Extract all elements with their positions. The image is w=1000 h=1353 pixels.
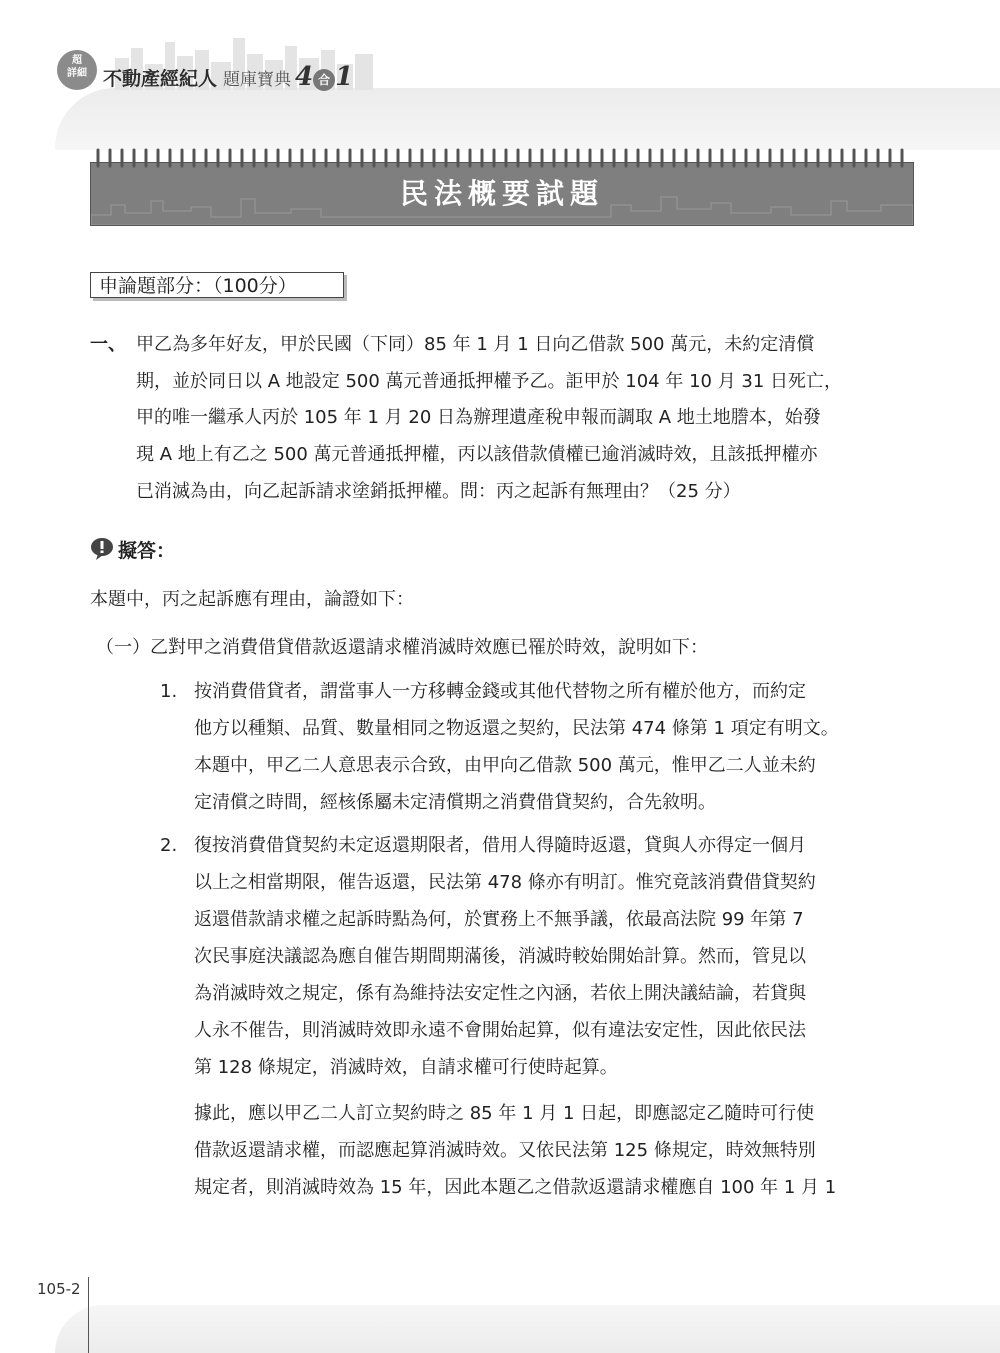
para3-line: 規定者，則消滅時效為 15 年，因此本題乙之借款返還請求權應自 100 年 1 月 1 [194, 1177, 837, 1198]
book-subtitle: 題庫寶典 [223, 70, 292, 90]
question-line: 已消滅為由，向乙起訴請求塗銷抵押權。問：丙之起訴有無理由？（25 分） [136, 481, 741, 502]
question-marker: 一、 [90, 334, 126, 355]
question-line: 甲的唯一繼承人丙於 105 年 1 月 20 日為辦理遺產稅申報而調取 A 地土地謄本，始發 [136, 407, 821, 428]
page-divider [88, 1277, 89, 1353]
answer-label: 擬答： [118, 540, 176, 562]
question-line: 甲乙為多年好友，甲於民國（下同）85 年 1 月 1 日向乙借款 500 萬元，未約定清償 [136, 334, 815, 355]
item2-line: 第 128 條規定，消滅時效，自請求權可行使時起算。 [194, 1057, 618, 1078]
chapter-banner [90, 162, 914, 226]
item2-line: 為消滅時效之規定，係有為維持法安定性之內涵，若依上開決議結論，若貸與 [194, 983, 806, 1004]
exclamation-bubble-icon [90, 537, 114, 561]
page-number: 105-2 [37, 1280, 81, 1298]
book-title-he: 合 [313, 69, 335, 91]
question-line: 現 A 地上有乙之 500 萬元普通抵押權，丙以該借款債權已逾消滅時效，且該抵押權亦 [136, 444, 818, 465]
header-band [55, 88, 1000, 150]
answer-intro: 本題中，丙之起訴應有理由，論證如下： [90, 589, 414, 610]
item2-line: 人永不催告，則消滅時效即永遠不會開始起算，似有違法安定性，因此依民法 [194, 1020, 806, 1041]
item2-line: 復按消費借貸契約未定返還期限者，借用人得隨時返還，貸與人亦得定一個月 [194, 835, 806, 856]
spiral-binding-decoration [92, 147, 912, 169]
para3-line: 據此，應以甲乙二人訂立契約時之 85 年 1 月 1 日起，即應認定乙隨時可行使 [194, 1103, 815, 1124]
book-title [103, 62, 353, 92]
para3-line: 借款返還請求權，而認應起算消滅時效。又依民法第 125 條規定，時效無特別 [194, 1140, 816, 1161]
footer-band [55, 1305, 1000, 1353]
banner-title: 民法概要試題 [399, 177, 604, 210]
question-line: 期，並於同日以 A 地設定 500 萬元普通抵押權予乙。詎甲於 104 年 10 月 31 日死亡， [136, 371, 843, 392]
item-number: 2. [160, 835, 178, 856]
item1-line: 本題中，甲乙二人意思表示合致，由甲向乙借款 500 萬元，惟甲乙二人並未約 [194, 755, 816, 776]
item1-line: 按消費借貸者，謂當事人一方移轉金錢或其他代替物之所有權於他方，而約定 [194, 681, 806, 702]
answer-heading: （一）乙對甲之消費借貸借款返還請求權消滅時效應已罹於時效，說明如下： [96, 637, 708, 658]
item1-line: 他方以種類、品質、數量相同之物返還之契約，民法第 474 條第 1 項定有明文。 [194, 718, 839, 739]
item2-line: 次民事庭決議認為應自催告期間期滿後，消滅時較始開始計算。然而，管見以 [194, 946, 806, 967]
book-title-main: 不動產經紀人 [103, 68, 218, 90]
book-title-four: 4 [295, 62, 314, 92]
item-number: 1. [160, 681, 178, 702]
book-title-one: 1 [335, 62, 354, 92]
item2-line: 返還借款請求權之起訴時點為何，於實務上不無爭議，依最高法院 99 年第 7 [194, 909, 804, 930]
logo-badge: 超 詳細 [57, 50, 97, 90]
section-label: 申論題部分：（100分） [90, 272, 344, 298]
item1-line: 定清償之時間，經核係屬未定清償期之消費借貸契約，合先敘明。 [194, 792, 716, 813]
item2-line: 以上之相當期限，催告返還，民法第 478 條亦有明訂。惟究竟該消費借貸契約 [194, 872, 816, 893]
